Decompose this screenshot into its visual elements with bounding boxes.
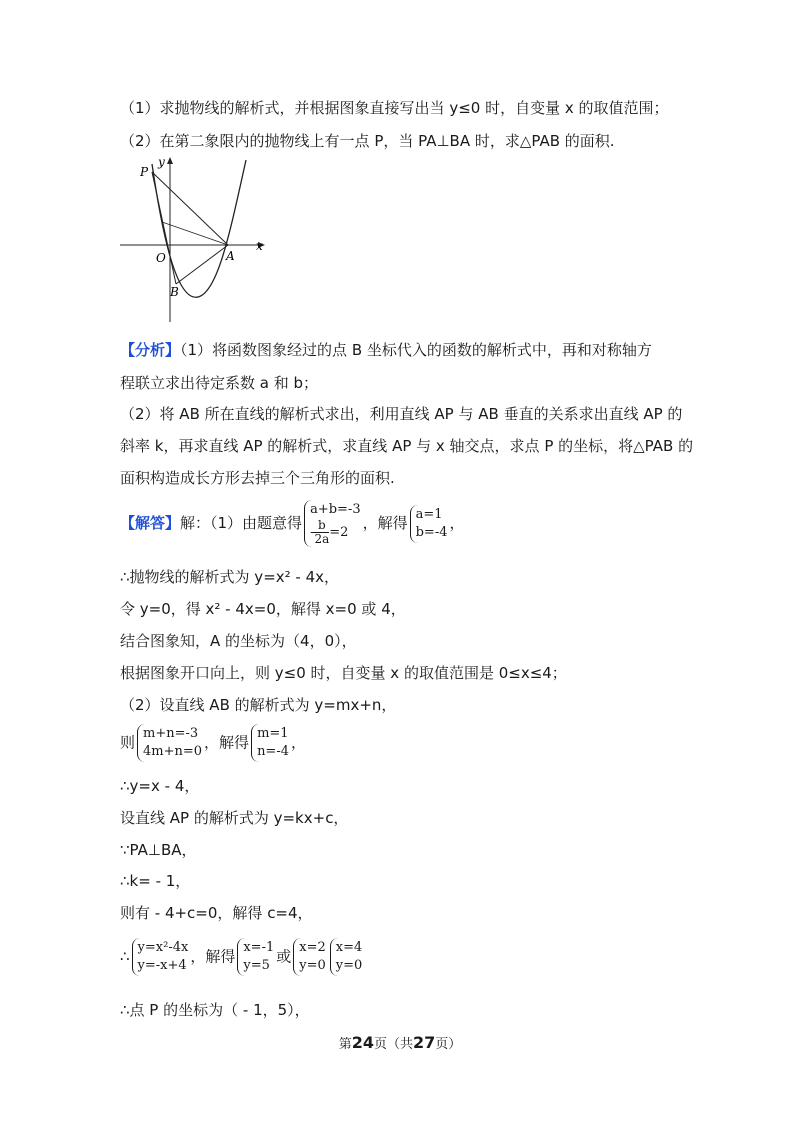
page-number: 24 [351, 1033, 374, 1052]
question-part1: （1）求抛物线的解析式，并根据图象直接写出当 y≤0 时，自变量 x 的取值范围； [120, 99, 669, 117]
line-PA [152, 172, 228, 245]
solution-tag: 【解答】 [120, 514, 181, 532]
solution-l4: 根据图象开口向上，则 y≤0 时，自变量 x 的取值范围是 0≤x≤4； [120, 664, 567, 682]
solution-l10: ∴k= - 1， [120, 872, 191, 890]
analysis-line4: 斜率 k，再求直线 AP 的解析式，求直线 AP 与 x 轴交点，求点 P 的坐标，将△PAB 的 [120, 437, 694, 455]
analysis-line1 [120, 340, 652, 360]
solution-l1: ∴抛物线的解析式为 y=x² - 4x， [120, 568, 340, 586]
solution-line1: 【解答】解：（1）由题意得 a+b=-3 - $\frac{b}{2a}$ =2 ，解得 a=1 b=-4 ， [120, 502, 465, 546]
solution-system-3b: x=2 y=0 [293, 938, 326, 976]
solution-l5: （2）设直线 AB 的解析式为 y=mx+n， [120, 696, 397, 714]
analysis-text1: （1）将函数图象经过的点 B 坐标代入的函数的解析式中，再和对称轴方 [180, 341, 652, 359]
page-footer: 第24页（共27页） [338, 1033, 462, 1052]
sys1-eq2: - $\frac{b}{2a}$ =2 [310, 518, 349, 546]
parabola-graph [118, 152, 278, 327]
solution-system-2: m=1 n=-4 [251, 724, 289, 762]
line-BA-aux [162, 222, 228, 245]
solution-l6: 则 m+n=-3 4m+n=0 ，解得 m=1 n=-4 ， [120, 724, 306, 762]
solution-l8: 设直线 AP 的解析式为 y=kx+c， [120, 809, 349, 827]
equation-system-1 [304, 500, 361, 547]
analysis-line3: （2）将 AB 所在直线的解析式求出，利用直线 AP 与 AB 垂直的关系求出直线 AP 的 [120, 405, 683, 423]
solution-l7: ∴y=x - 4， [120, 777, 200, 795]
label-A: A [226, 249, 235, 263]
solution-system-3a: x=-1 y=5 [237, 938, 274, 976]
solution-l13: ∴点 P 的坐标为（ - 1，5）， [120, 1001, 310, 1019]
solve-label-1: ，解得 [362, 514, 408, 532]
solution-l3: 结合图象知，A 的坐标为（4，0）， [120, 632, 357, 650]
solution-l2: 令 y=0，得 x² - 4x=0，解得 x=0 或 4， [120, 600, 406, 618]
solution-intro: 解：（1）由题意得 [180, 514, 303, 532]
solution-l11: 则有 - 4+c=0，解得 c=4， [120, 904, 313, 922]
question-part2: （2）在第二象限内的抛物线上有一点 P，当 PA⊥BA 时，求△PAB 的面积. [120, 132, 615, 150]
parabola-curve [152, 160, 246, 297]
solution-system-1: a=1 b=-4 [410, 505, 448, 543]
line-PB [152, 172, 176, 284]
label-y: y [158, 155, 165, 169]
label-P: P [140, 165, 149, 179]
sys1-eq1: a+b=-3 [310, 502, 361, 517]
label-O: O [156, 251, 166, 265]
y-axis-arrow [167, 157, 173, 164]
solution-l12: ∴ y=x²-4x y=-x+4 ，解得 x=-1 y=5 或 x=2 y=0 x=4 y=0 [120, 938, 364, 976]
equation-system-3: y=x²-4x y=-x+4 [132, 938, 189, 976]
solution-system-3c: x=4 y=0 [330, 938, 363, 976]
label-B: B [170, 285, 179, 299]
analysis-line2: 程联立求出待定系数 a 和 b； [120, 374, 319, 392]
solution-l9: ∵PA⊥BA， [120, 841, 197, 859]
page-total: 27 [413, 1033, 436, 1052]
analysis-line5: 面积构造成长方形去掉三个三角形的面积. [120, 469, 395, 487]
equation-system-2: m+n=-3 4m+n=0 [137, 724, 202, 762]
label-x: x [256, 239, 263, 253]
analysis-tag: 【分析】 [120, 341, 181, 359]
